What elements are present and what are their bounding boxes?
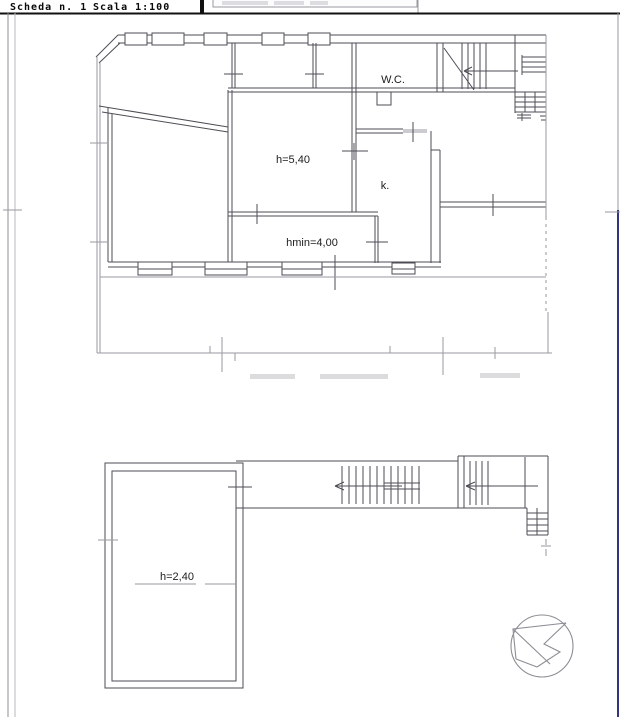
kitchen-label: k. <box>380 180 390 192</box>
upper-stairs <box>444 35 546 121</box>
truncated-header-box <box>213 0 417 7</box>
faint-erased-text <box>250 373 520 379</box>
sheet-number-label: Scheda n. 1 <box>10 2 88 13</box>
bottom-wall-windows <box>138 262 415 275</box>
illegible-text-smudge <box>222 1 268 5</box>
title-block <box>0 0 627 14</box>
courtyard-dimension-line <box>97 337 552 375</box>
upper-floor-plan <box>90 33 552 379</box>
lower-floor-plan <box>98 456 551 688</box>
compass-circle <box>511 615 573 677</box>
lower-room-height-label: h=2,40 <box>160 571 194 583</box>
main-room-height-label: h=5,40 <box>276 154 310 166</box>
lower-stair-flight-a <box>335 466 420 504</box>
north-arrow <box>511 615 573 677</box>
wc-room-label: W.C. <box>381 74 405 86</box>
header-thick-divider <box>200 0 204 13</box>
illegible-text-smudge <box>274 1 304 5</box>
lower-right-steps <box>527 508 551 556</box>
min-height-label: hmin=4,00 <box>286 237 338 249</box>
lower-stair-flight-b <box>466 461 538 505</box>
illegible-text-smudge <box>310 1 328 5</box>
page-border <box>3 13 620 717</box>
scale-label: Scala 1:100 <box>93 2 171 13</box>
